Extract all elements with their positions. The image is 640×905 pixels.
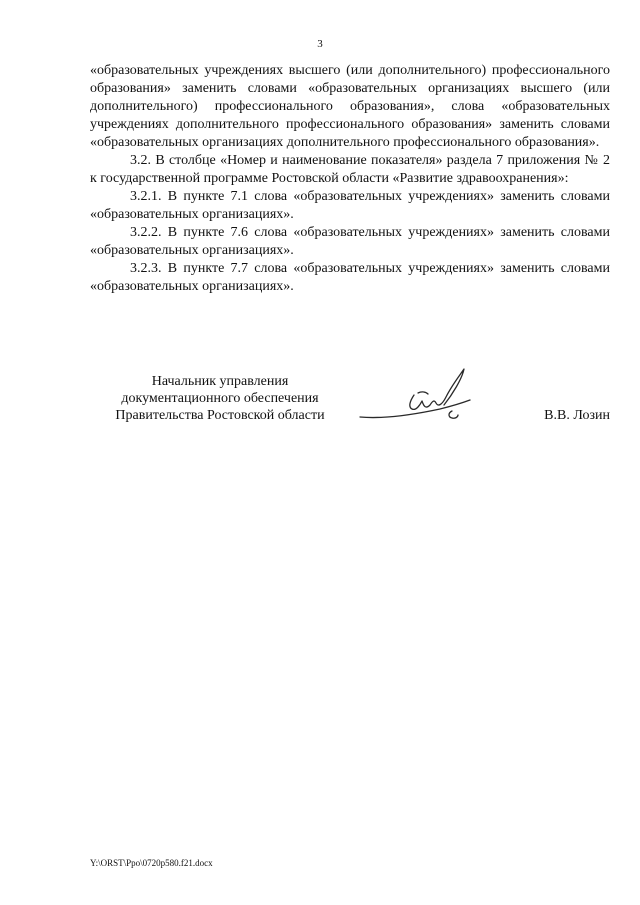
paragraph-item-3-2-3: 3.2.3. В пункте 7.7 слова «образовательных учреждениях» заменить словами «образовательных организациях». xyxy=(90,261,610,294)
signature-block xyxy=(90,373,610,443)
paragraph-item-3-2-2: 3.2.2. В пункте 7.6 слова «образовательных учреждениях» заменить словами «образовательных организациях». xyxy=(90,225,610,258)
signer-title-line: Начальник управления xyxy=(151,374,289,389)
signer-title-line: документационного обеспечения xyxy=(121,391,319,406)
handwritten-signature xyxy=(352,365,482,435)
page-number: 3 xyxy=(317,38,323,50)
paragraph-item-3-2: 3.2. В столбце «Номер и наименование показателя» раздела 7 приложения № 2 к государственной программе Ростовской области «Развитие здравоохранения»: xyxy=(90,153,610,186)
document-body xyxy=(90,62,610,296)
signer-title-line: Правительства Ростовской области xyxy=(115,408,325,423)
signer-title xyxy=(90,373,350,424)
paragraph-item-3-2-1: 3.2.1. В пункте 7.1 слова «образовательных учреждениях» заменить словами «образовательных организациях». xyxy=(90,189,610,222)
paragraph-continuation: «образовательных учреждениях высшего (или дополнительного) профессионального образования» заменить словами «образовательных организациях высшего (или дополнительного) профессионального образования», слова «образовательных учреждениях дополнительного профессионального образования» заменить словами «образовательных организациях дополнительного профессионального образования». xyxy=(90,63,610,150)
file-path-footer: Y:\ORST\Ppo\0720p580.f21.docx xyxy=(90,858,213,868)
signer-name: В.В. Лозин xyxy=(544,408,610,423)
